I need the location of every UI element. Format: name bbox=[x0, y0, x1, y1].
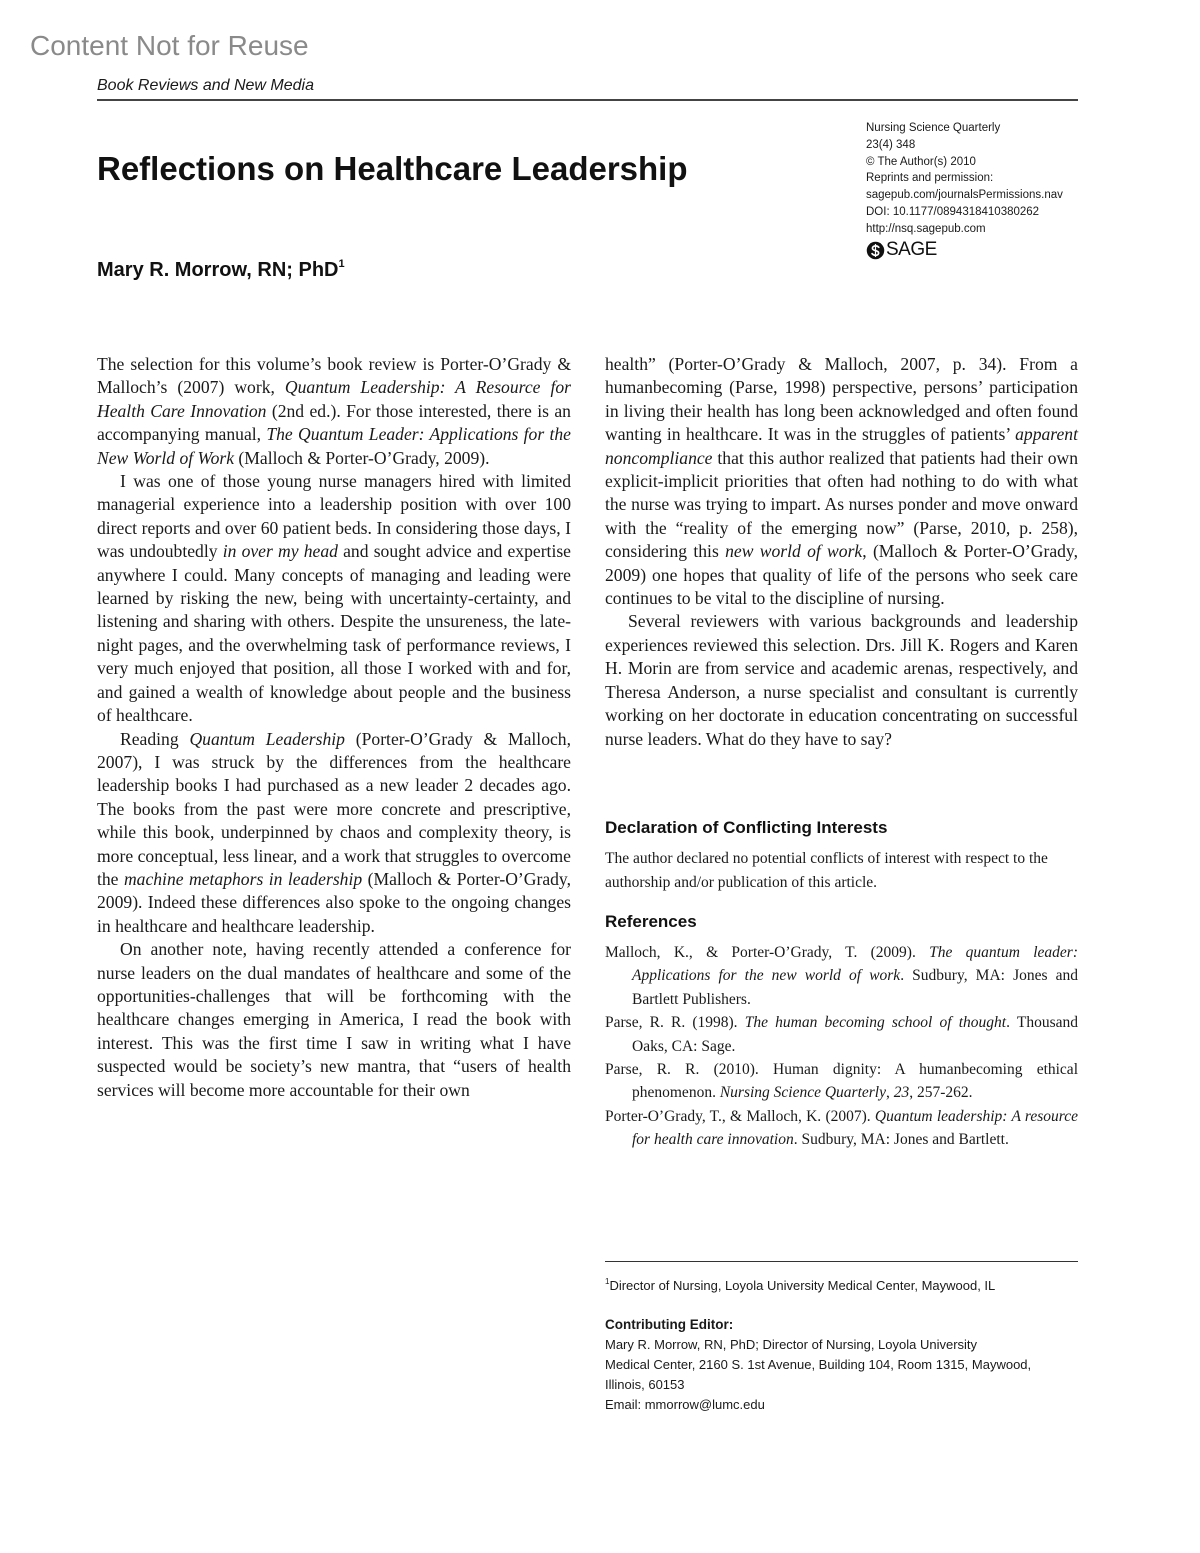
text-run: I was one of those young nurse managers hired with limited managerial experience into a leadership position with over 100 direct reports and over 60 patient beds. In considering those days, I was undoubtedly bbox=[97, 471, 571, 562]
declaration-heading: Declaration of Conflicting Interests bbox=[605, 818, 888, 837]
reference-journal: Nursing Science Quarterly bbox=[719, 1084, 886, 1102]
book-title: Quantum Leadership bbox=[189, 728, 345, 749]
book-title: Quantum Leadership: A Resource for Health Care Innovation bbox=[97, 377, 572, 421]
watermark: Content Not for Reuse bbox=[30, 30, 309, 61]
text-run: , bbox=[886, 1084, 894, 1102]
text-run: , 257-262. bbox=[909, 1084, 973, 1102]
paragraph-4: On another note, having recently attended a conference for nurse leaders on the dual mandates of healthcare and some of the opportunities-challenges that will be forthcoming with the healthcare changes emerging in America, I read the book with interest. This was the first time I saw in writing what I have suspected would be society’s new mantra, that “users of health services will become more accountable for their own bbox=[97, 939, 571, 1100]
reference-title: The human becoming school of thought bbox=[744, 1014, 1007, 1032]
paragraph-5 bbox=[605, 353, 1078, 610]
paragraph-3 bbox=[97, 728, 571, 939]
journal-info bbox=[866, 120, 1063, 260]
reference-item bbox=[605, 941, 1078, 1011]
paragraph-1 bbox=[97, 353, 571, 470]
affiliation-footnote bbox=[605, 1277, 995, 1293]
references-list bbox=[605, 941, 1078, 1152]
text-run: Parse, R. R. (2010). Human dignity: A humanbecoming ethical phenomenon. bbox=[605, 1061, 1078, 1102]
contributing-editor bbox=[605, 1315, 1031, 1415]
section-label: Book Reviews and New Media bbox=[97, 77, 314, 94]
text-run: The selection for this volume’s book review is Porter-O’Grady & Malloch’s (2007) work, bbox=[97, 354, 571, 398]
text-run: , (Malloch & Porter-O’Grady, 2009) one hopes that quality of life of the persons who seek care continues to be vital to the discipline of nursing. bbox=[605, 541, 1078, 609]
body-column-right bbox=[605, 353, 1078, 751]
text-run: Reading bbox=[120, 728, 190, 749]
footnote-marker: 1 bbox=[605, 1277, 610, 1286]
emphasis: new world of work bbox=[725, 541, 863, 562]
emphasis: apparent noncompliance bbox=[605, 424, 1078, 468]
footnote-rule bbox=[605, 1261, 1078, 1262]
contributing-editor-heading: Contributing Editor: bbox=[605, 1317, 734, 1332]
reference-volume: 23 bbox=[893, 1084, 910, 1102]
text-run: (Malloch & Porter-O’Grady, 2009). bbox=[234, 447, 490, 468]
contributing-editor-line: Medical Center, 2160 S. 1st Avenue, Building 104, Room 1315, Maywood, bbox=[605, 1357, 1032, 1372]
author-byline bbox=[97, 258, 345, 282]
manual-title: The Quantum Leader: Applications for the New World of Work bbox=[97, 424, 571, 468]
permissions-link[interactable]: sagepub.com/journalsPermissions.nav bbox=[866, 189, 1063, 202]
journal-issue: 23(4) 348 bbox=[866, 138, 916, 151]
text-run: Parse, R. R. (1998). bbox=[605, 1014, 745, 1032]
text-run: and sought advice and expertise anywhere I could. Many concepts of managing and leading were learned by risking the new, being with uncertainty-certainty, and listening and sharing with others. Despite the unsureness, the late-night pages, and the overwhelming task of performance reviews, I very much enjoyed that position, all those I worked with and for, and gained a wealth of knowledge about people and the business of healthcare. bbox=[97, 541, 571, 726]
paragraph-6: Several reviewers with various backgrounds and leadership experiences reviewed this selection. Drs. Jill K. Rogers and Karen H. Morin are from service and academic arenas, respectively, and Theresa Anderson, a nurse specialist and consultant is currently working on her doctorate in education concentrating on successful nurse leaders. What do they have to say? bbox=[605, 611, 1078, 749]
doi[interactable]: DOI: 10.1177/0894318410380262 bbox=[866, 205, 1040, 218]
text-run: . Sudbury, MA: Jones and Bartlett. bbox=[793, 1131, 1009, 1149]
reprints-label: Reprints and permission: bbox=[866, 172, 994, 185]
reference-item bbox=[605, 1011, 1078, 1058]
reference-item bbox=[605, 1105, 1078, 1152]
text-run: Malloch, K., & Porter-O’Grady, T. (2009). bbox=[605, 944, 930, 961]
text-run: (2nd ed.). For those interested, there is an accompanying manual, bbox=[97, 400, 571, 445]
contributing-editor-email[interactable]: Email: mmorrow@lumc.edu bbox=[605, 1397, 765, 1412]
text-run: Porter-O’Grady, T., & Malloch, K. (2007). bbox=[605, 1107, 875, 1125]
journal-name: Nursing Science Quarterly bbox=[866, 122, 1001, 134]
text-run: health” (Porter-O’Grady & Malloch, 2007, p. 34). From a humanbecoming (Parse, 1998) perspective, persons’ participation in living their health has long been acknowledged and often found wanting in healthcare. It was in the struggles of patients’ bbox=[605, 354, 1078, 445]
footnote-text: Director of Nursing, Loyola University Medical Center, Maywood, IL bbox=[609, 1278, 996, 1293]
body-column-left bbox=[97, 353, 571, 1102]
emphasis: machine metaphors in leadership bbox=[123, 868, 363, 889]
author-affiliation-marker: 1 bbox=[338, 258, 345, 270]
copyright: © The Author(s) 2010 bbox=[866, 155, 976, 168]
sage-wordmark: SAGE bbox=[886, 238, 937, 260]
author-name: Mary R. Morrow, RN; PhD bbox=[97, 259, 339, 281]
header-rule bbox=[97, 99, 1078, 101]
reference-title: Quantum leadership: A resource for health care innovation bbox=[632, 1107, 1078, 1149]
reference-title: The quantum leader: Applications for the new world of work bbox=[632, 944, 1078, 985]
journal-website-link[interactable]: http://nsq.sagepub.com bbox=[866, 222, 986, 235]
text-run: that this author realized that patients had their own explicit-implicit priorities that often had nothing to do with what the nurse was trying to impart. As nurses ponder and move onward with the “reality of the emerging now” (Parse, 2010, p. 258), considering this bbox=[605, 447, 1078, 562]
text-run: (Malloch & Porter-O’Grady, 2009). Indeed these differences also spoke to the ongoing changes in healthcare and healthcare leadership. bbox=[97, 868, 571, 936]
text-run: (Porter-O’Grady & Malloch, 2007), I was struck by the differences from the healthcare leadership books I had purchased as a new leader 2 decades ago. The books from the past were more concrete and prescriptive, while this book, underpinned by chaos and complexity theory, is more conceptual, less linear, and a work that struggles to overcome the bbox=[97, 728, 571, 889]
reference-item bbox=[605, 1058, 1078, 1105]
sage-logo bbox=[866, 238, 1063, 260]
text-run: . Thousand Oaks, CA: Sage. bbox=[632, 1014, 1078, 1055]
text-run: . Sudbury, MA: Jones and Bartlett Publishers. bbox=[632, 967, 1078, 1008]
emphasis: in over my head bbox=[222, 541, 338, 562]
contributing-editor-line: Illinois, 60153 bbox=[605, 1377, 685, 1392]
references-heading: References bbox=[605, 912, 697, 931]
declaration-text: The author declared no potential conflicts of interest with respect to the authorship and/or publication of this article. bbox=[605, 850, 1048, 891]
article-title: Reflections on Healthcare Leadership bbox=[97, 150, 688, 187]
paragraph-2 bbox=[97, 470, 571, 727]
sage-emblem-icon bbox=[866, 241, 885, 260]
contributing-editor-line: Mary R. Morrow, RN, PhD; Director of Nursing, Loyola University bbox=[605, 1337, 978, 1352]
